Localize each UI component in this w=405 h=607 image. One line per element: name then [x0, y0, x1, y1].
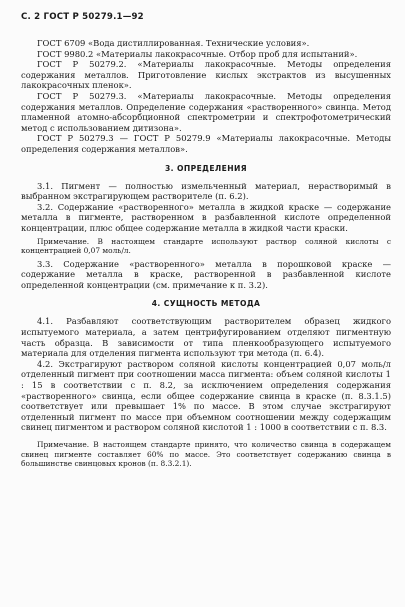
- note-3-2: Примечание. В настоящем стандарте используют раствор соляной кислоты с концентрацией 0,07 моль/л.: [21, 236, 391, 256]
- reference-gost-9980-2: ГОСТ 9980.2 «Материалы лакокрасочные. Отбор проб для испытаний».: [37, 48, 358, 59]
- definition-3-2: 3.2. Содержание «растворенного» металла в жидкой краске — содержание металла в пигменте, растворенном в разбавленной кислоте определенной концентрации, плюс общее содержание металла в жидкой части краски.: [21, 201, 391, 233]
- reference-gost-6709: ГОСТ 6709 «Вода дистиллированная. Технические условия».: [37, 38, 310, 48]
- method-4-2: 4.2. Экстрагируют раствором соляной кислоты концентрацией 0,07 моль/л отделенный пигмент при соотношении масса пигмента: объем соляной кислоты 1 : 15 в соответствии с п. 8.2, за исключением определения содержания «растворенного» свинца, если общее содержание свинца в краске (п. 8.3.1.5) соответствует или превышает 1% по массе. В этом случае экстрагируют отделенный пигмент по массе при объемном соотношении между содержащим свинец пигментом и раствором соляной кислотой 1 : 1000 в соответствии с п. 8.3.: [21, 358, 391, 433]
- page-header: С. 2 ГОСТ Р 50279.1—92: [21, 12, 144, 22]
- section-3-title: 3. ОПРЕДЕЛЕНИЯ: [165, 163, 247, 173]
- definition-3-1: 3.1. Пигмент — полностью измельченный материал, нерастворимый в выбранном экстрагирующем растворителе (п. 6.2).: [21, 180, 391, 202]
- section-4-title: 4. СУЩНОСТЬ МЕТОДА: [151, 299, 261, 309]
- definition-3-3: 3.3. Содержание «растворенного» металла в порошковой краске — содержание металла в краске, растворенной в разбавленной кислоте определенной концентрации (см. примечание к п. 3.2).: [21, 258, 391, 290]
- reference-gost-50279-2: ГОСТ Р 50279.2. «Материалы лакокрасочные. Методы определения содержания металлов. Приготовление кислых экстрактов из высушенных лакокрасочных пленок».: [21, 59, 391, 91]
- reference-gost-50279-3: ГОСТ Р 50279.3. «Материалы лакокрасочные. Методы определения содержания металлов. Определение содержания «растворенного» свинца. Метод пламенной атомно-абсорбционной спектрометрии и спектрофотометрический метод с использованием дитизона».: [21, 90, 391, 133]
- note-4-2: Примечание. В настоящем стандарте принято, что количество свинца в содержащем свинец пигменте составляет 60% по массе. Это соответствует содержанию свинца в большинстве свинцовых кронов (п. 8.3.2.1).: [21, 440, 391, 469]
- method-4-1: 4.1. Разбавляют соответствующим растворителем образец жидкого испытуемого материала, а затем центрифугированием отделяют пигментную часть образца. В зависимости от типа пленкообразующего испытуемого материала для отделения пигмента используют три метода (п. 6.4).: [21, 316, 391, 359]
- reference-gost-50279-3-9: ГОСТ Р 50279.3 — ГОСТ Р 50279.9 «Материалы лакокрасочные. Методы определения содержания металлов».: [21, 133, 391, 154]
